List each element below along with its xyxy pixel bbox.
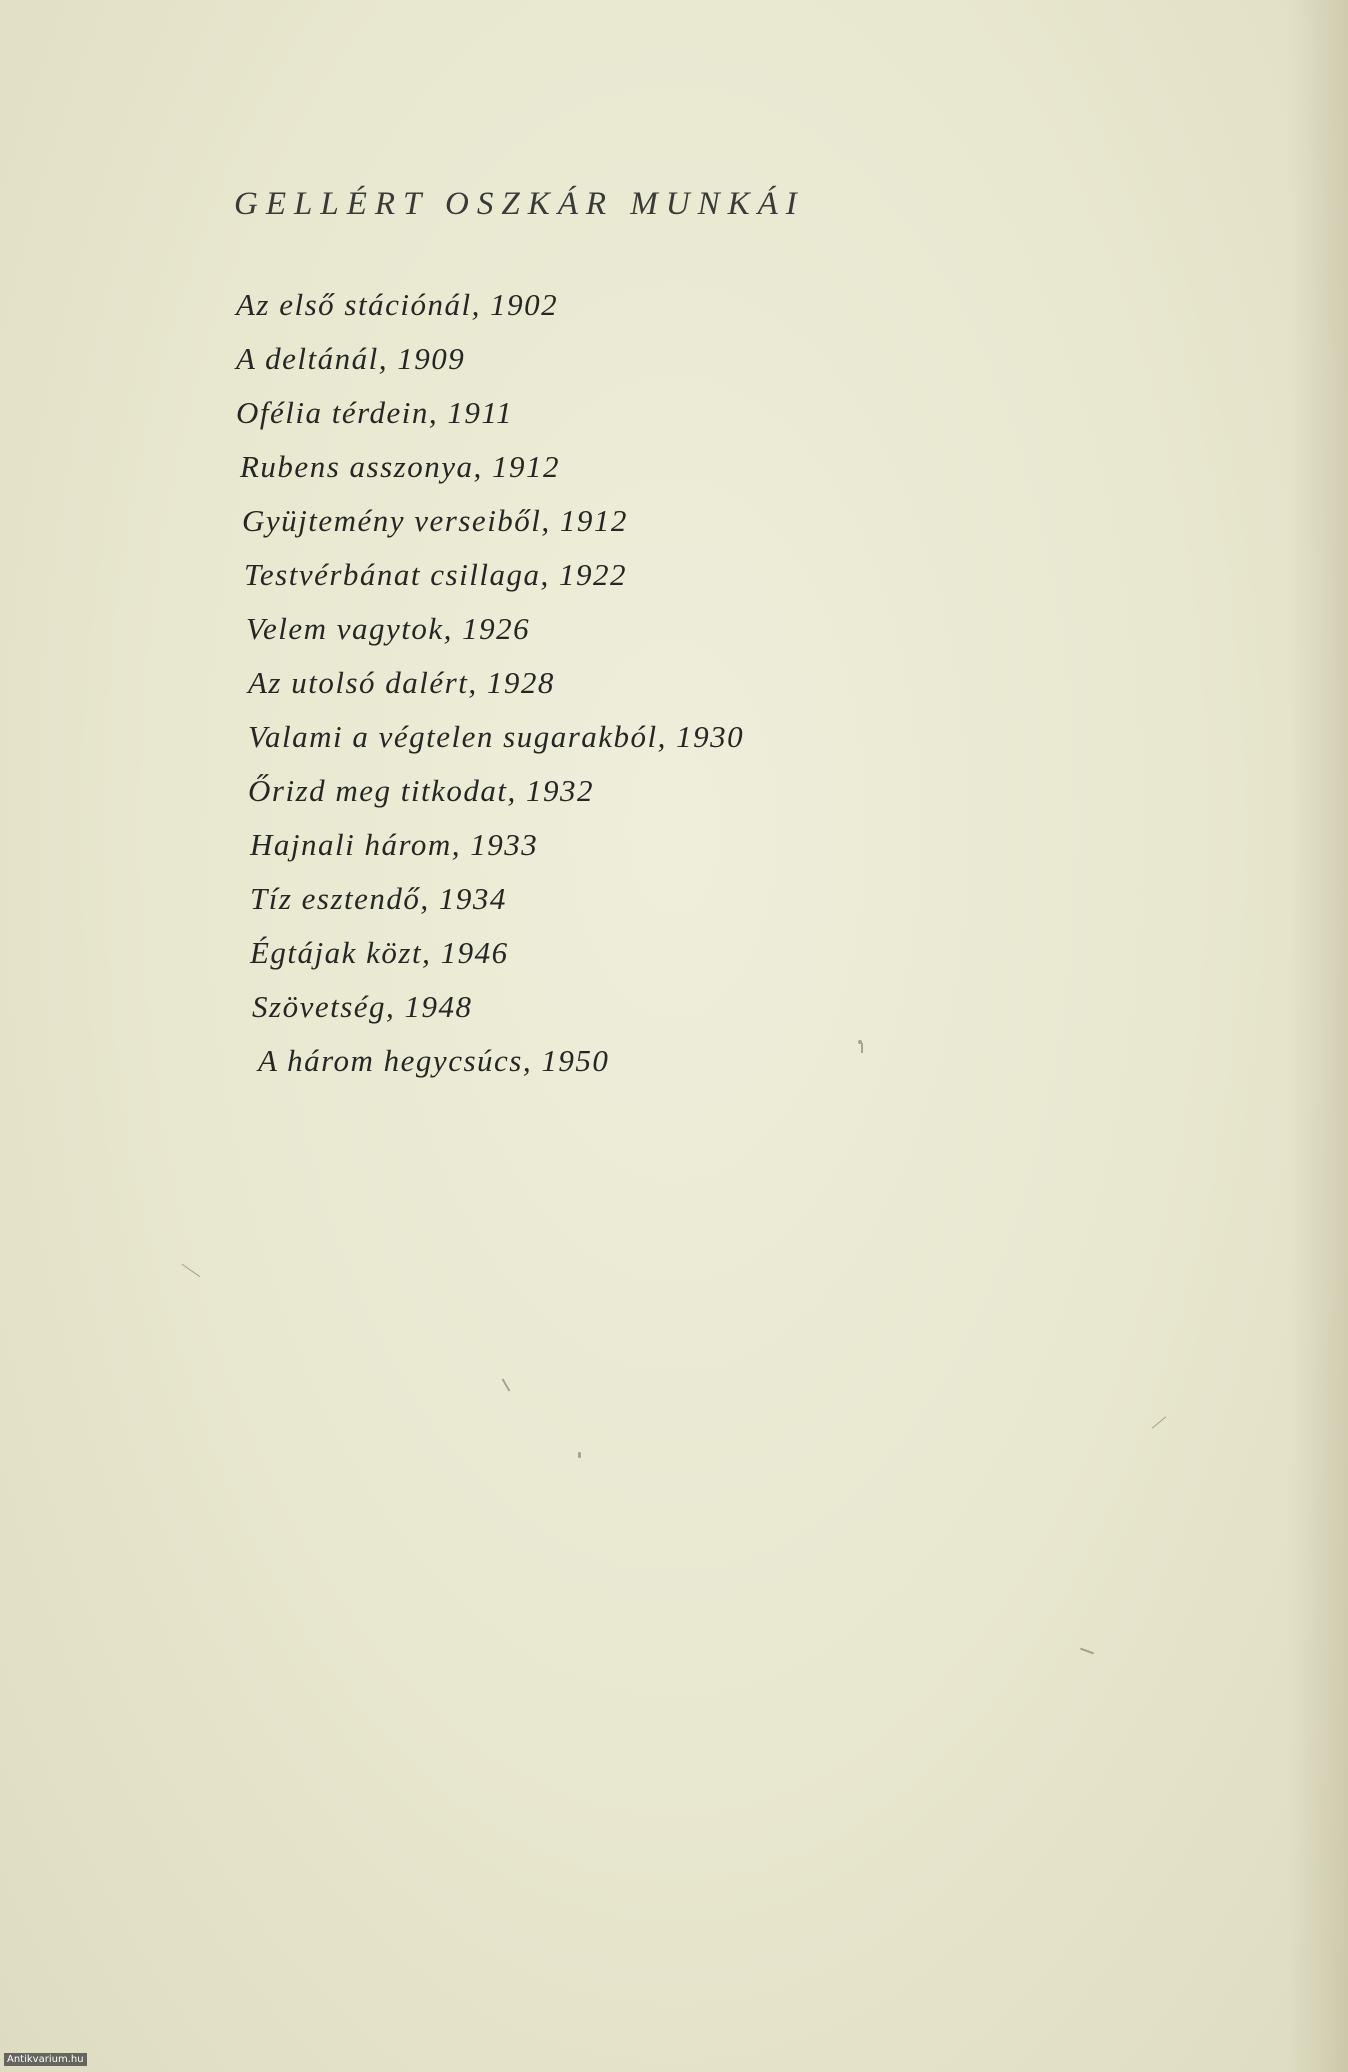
work-item: Az utolsó dalért, 1928 [248,665,555,700]
work-item: Az első stációnál, 1902 [236,287,559,322]
work-item: Tíz esztendő, 1934 [250,881,507,916]
work-item: Gyüjtemény verseiből, 1912 [242,503,628,538]
page-edge-shadow [1288,0,1348,2072]
work-item: A három hegycsúcs, 1950 [258,1043,610,1078]
paper-speck [502,1378,511,1391]
page-title: GELLÉRT OSZKÁR MUNKÁI [234,186,805,222]
work-item: Hajnali három, 1933 [250,827,539,862]
paper-speck [1080,1648,1094,1655]
work-item: Velem vagytok, 1926 [246,611,531,646]
paper-speck [578,1452,581,1458]
work-item: Valami a végtelen sugarakból, 1930 [248,719,745,754]
paper-speck [861,1043,863,1053]
work-item: A deltánál, 1909 [236,341,466,376]
work-item: Égtájak közt, 1946 [250,935,509,970]
work-item: Rubens asszonya, 1912 [240,449,560,484]
work-item: Ofélia térdein, 1911 [236,395,514,430]
watermark: Antikvarium.hu [4,2053,87,2066]
paper-speck [1152,1416,1166,1428]
work-item: Szövetség, 1948 [252,989,473,1024]
works-list [236,278,744,1088]
work-item: Testvérbánat csillaga, 1922 [244,557,627,592]
work-item: Őrizd meg titkodat, 1932 [248,773,594,808]
paper-speck [182,1264,201,1277]
